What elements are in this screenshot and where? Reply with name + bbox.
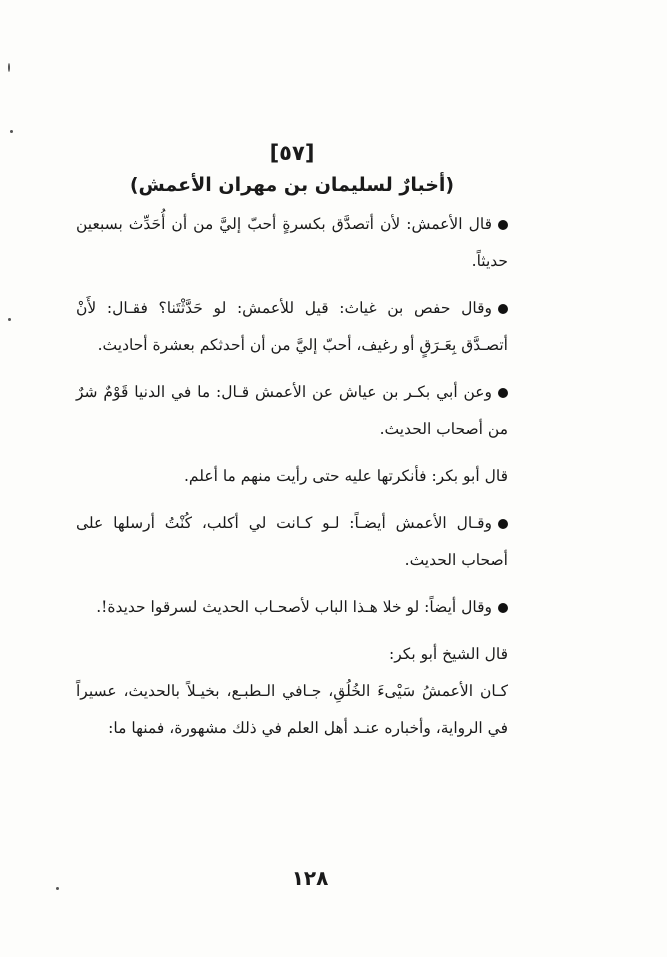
scan-speck — [8, 318, 11, 321]
bullet-icon — [498, 603, 508, 613]
paragraph-text: قال الأعمش: لأن أتصدَّق بكسرةٍ أحبّ إليَّ من أن أُحَدِّث بسبعين حديثاً. — [76, 215, 508, 270]
document-page — [76, 138, 508, 747]
paragraph-2 — [76, 290, 508, 364]
paragraph-6 — [76, 589, 508, 626]
paragraph-4 — [76, 458, 508, 495]
section-number: [٥٧] — [269, 141, 315, 165]
bullet-icon — [498, 220, 508, 230]
section-title: (أخبارٌ لسليمان بن مهران الأعمش) — [129, 174, 455, 196]
bullet-icon — [498, 519, 508, 529]
scan-speck — [8, 63, 10, 72]
paragraph-8 — [76, 673, 508, 747]
paragraph-3 — [76, 374, 508, 448]
paragraph-7 — [76, 636, 508, 673]
bullet-icon — [498, 388, 508, 398]
page-number: ١٢٨ — [291, 866, 329, 890]
paragraph-text: وقـال الأعمش أيضـاً: لـو كـانت لي أكلب، كُنْتُ أرسلها على أصحاب الحديث. — [76, 514, 508, 569]
paragraph-text: قال أبو بكر: فأنكرتها عليه حتى رأيت منهم ما أعلم. — [183, 467, 508, 485]
scan-speck — [10, 130, 13, 133]
bullet-icon — [498, 304, 508, 314]
paragraph-text: وعن أبي بكـر بن عياش عن الأعمش قـال: ما في الدنيا قَوْمٌ شرٌ من أصحاب الحديث. — [76, 383, 508, 438]
paragraph-text: كـان الأعمشُ سَيْىءَ الخُلُقِ، جـافي الـطبـع، بخيـلاً بالحديث، عسيراً في الرواية، وأخباره عنـد أهل العلم في ذلك مشهورة، فمنها ما: — [76, 682, 508, 737]
scan-speck — [56, 887, 59, 890]
paragraph-5 — [76, 505, 508, 579]
paragraph-text: وقال حفص بن غياث: قيل للأعمش: لو حَدَّثْتَنا؟ فقـال: لأَنْ أتصـدَّق بِعَـرَقٍ أو رغيف، أحبّ إليَّ من أن أحدثكم بعشرة أحاديث. — [76, 299, 508, 354]
paragraph-text: قال الشيخ أبو بكر: — [389, 645, 508, 663]
paragraph-text: وقال أيضاً: لو خلا هـذا الباب لأصحـاب الحديث لسرقوا حديدة!. — [96, 598, 492, 616]
paragraph-1 — [76, 206, 508, 280]
